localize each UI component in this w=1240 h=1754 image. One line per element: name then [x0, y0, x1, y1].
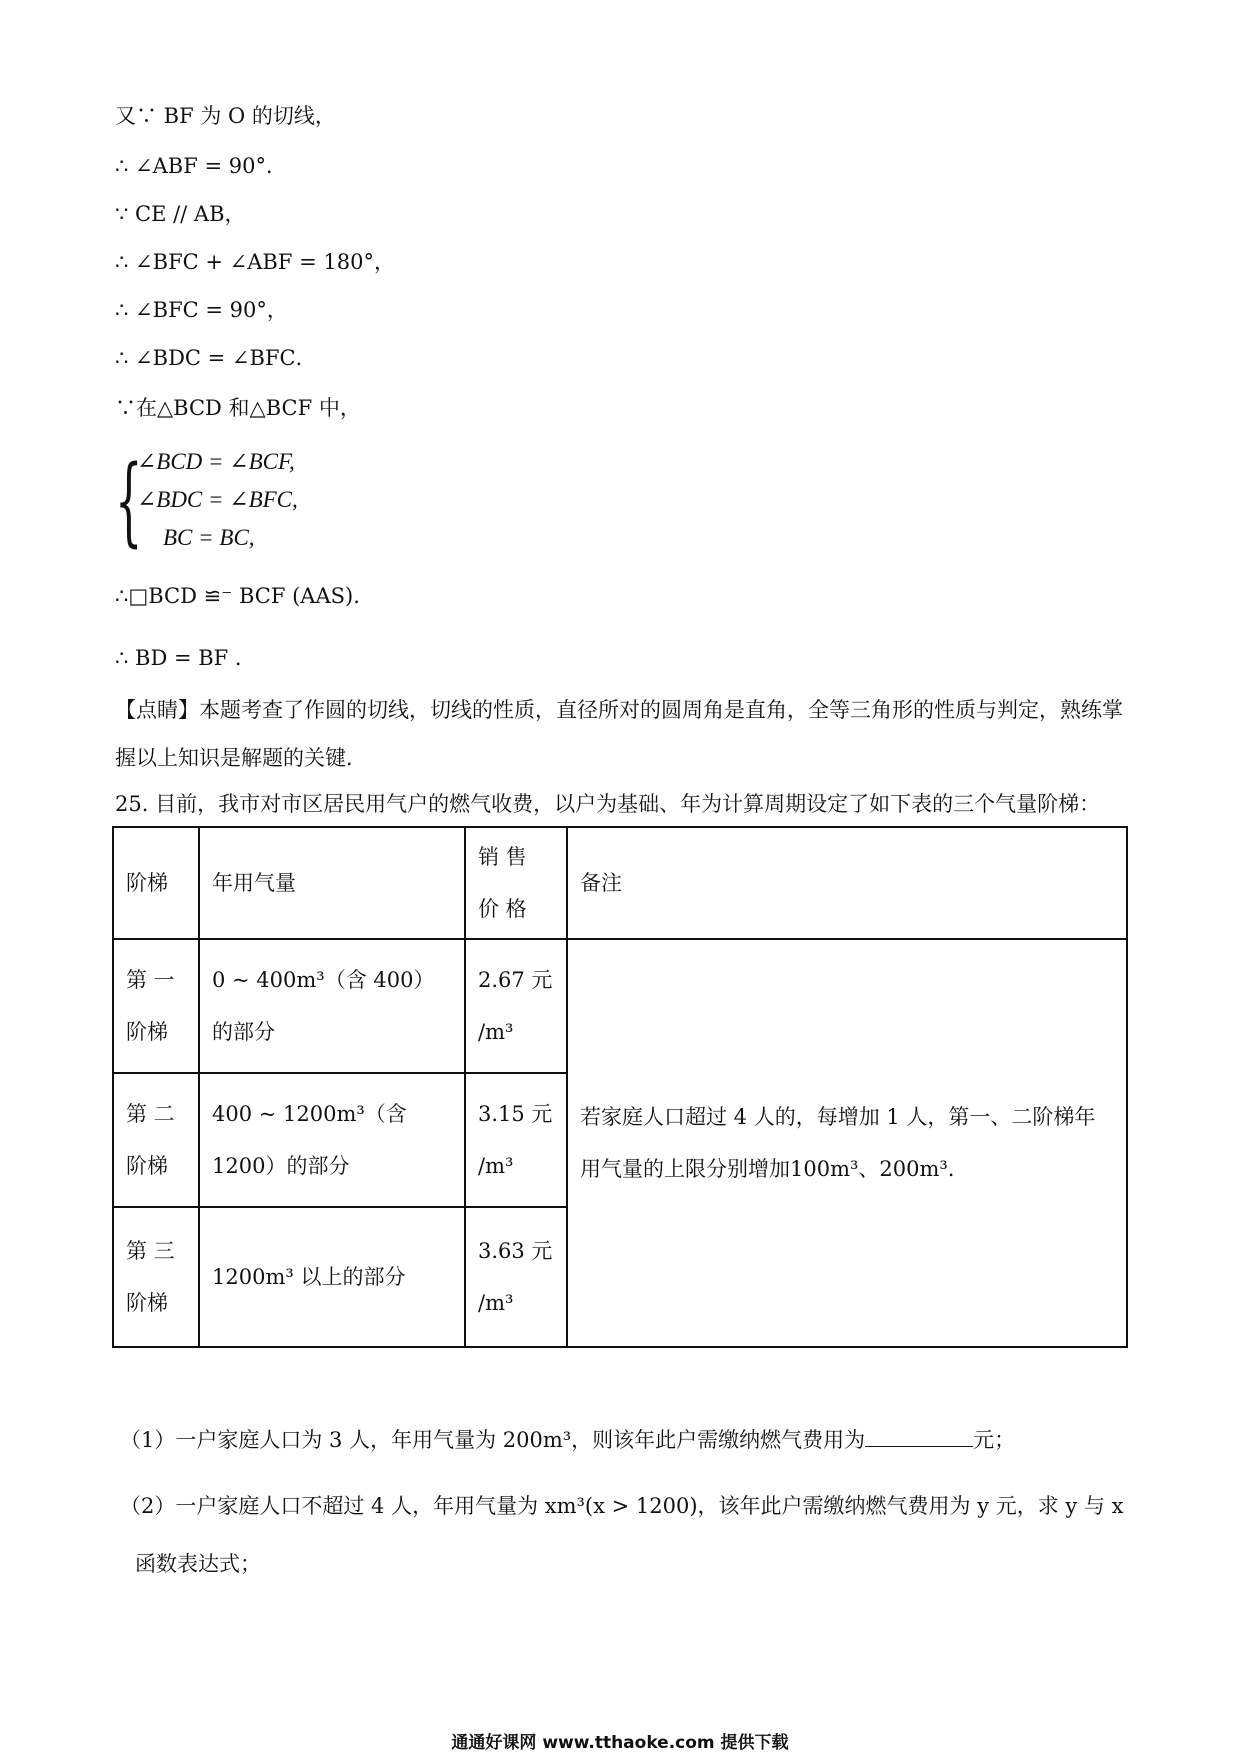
- volume-cell: 1200m³ 以上的部分: [199, 1207, 465, 1347]
- header-volume: 年用气量: [199, 827, 465, 939]
- table-row: [113, 939, 1127, 1073]
- proof-line-2: ∴ ∠ABF = 90°．: [115, 154, 287, 178]
- price-cell: 2.67 元 /m³: [465, 939, 567, 1073]
- volume-cell: 0 ~ 400m³（含 400）的部分: [199, 939, 465, 1073]
- header-remark: 备注: [567, 827, 1127, 939]
- system-row-2: ∠BDC = ∠BFC,: [137, 487, 298, 512]
- volume-cell: 400 ~ 1200m³（含 1200）的部分: [199, 1073, 465, 1207]
- key-point-note: 【点睛】本题考查了作圆的切线，切线的性质，直径所对的圆周角是直角，全等三角形的性质与判定，熟练掌握以上知识是解题的关键．: [115, 698, 1123, 770]
- proof-line-3: ∵ CE // AB，: [115, 202, 246, 226]
- price-cell: 3.15 元 /m³: [465, 1073, 567, 1207]
- proof-line-7: ∵在△BCD 和△BCF 中，: [115, 396, 361, 420]
- answer-blank: [865, 1424, 973, 1447]
- question-2-line-2: 函数表达式；: [135, 1552, 261, 1576]
- remark-cell: 若家庭人口超过 4 人的，每增加 1 人，第一、二阶梯年用气量的上限分别增加100m³、200m³．: [567, 939, 1127, 1347]
- proof-line-5: ∴ ∠BFC = 90°，: [115, 298, 288, 322]
- question-1-unit: 元；: [973, 1428, 1016, 1452]
- tier-cell: 第 一 阶梯: [113, 939, 199, 1073]
- table-header-row: [113, 827, 1127, 939]
- proof-line-1: 又∵ BF 为 O 的切线，: [115, 104, 336, 128]
- equation-system: [115, 445, 435, 557]
- header-price: 销 售 价 格: [465, 827, 567, 939]
- system-row-1: ∠BCD = ∠BCF,: [137, 449, 295, 474]
- problem-intro: 25. 目前，我市对市区居民用气户的燃气收费，以户为基础、年为计算周期设定了如下表的三个气量阶梯：: [115, 792, 1101, 816]
- proof-line-8: ∴□BCD ≌⁻ BCF (AAS).: [115, 584, 360, 608]
- tier-cell: 第 三 阶梯: [113, 1207, 199, 1347]
- page-footer: 通通好课网 www.tthaoke.com 提供下载: [451, 1733, 789, 1753]
- price-cell: 3.63 元 /m³: [465, 1207, 567, 1347]
- proof-line-4: ∴ ∠BFC + ∠ABF = 180°，: [115, 250, 395, 274]
- question-2-line-1: （2）一户家庭人口不超过 4 人，年用气量为 xm³(x > 1200)，该年此户需缴纳燃气费用为 y 元，求 y 与 x: [120, 1494, 1124, 1518]
- gas-price-table: [112, 826, 1128, 1348]
- system-row-3: BC = BC,: [163, 525, 255, 550]
- proof-line-6: ∴ ∠BDC = ∠BFC．: [115, 346, 317, 370]
- header-tier: 阶梯: [113, 827, 199, 939]
- left-brace: {: [115, 445, 143, 557]
- proof-line-9: ∴ BD = BF ．: [115, 646, 256, 670]
- question-1-text: （1）一户家庭人口为 3 人，年用气量为 200m³，则该年此户需缴纳燃气费用为: [120, 1428, 866, 1452]
- question-1: [120, 1424, 1015, 1454]
- tier-cell: 第 二 阶梯: [113, 1073, 199, 1207]
